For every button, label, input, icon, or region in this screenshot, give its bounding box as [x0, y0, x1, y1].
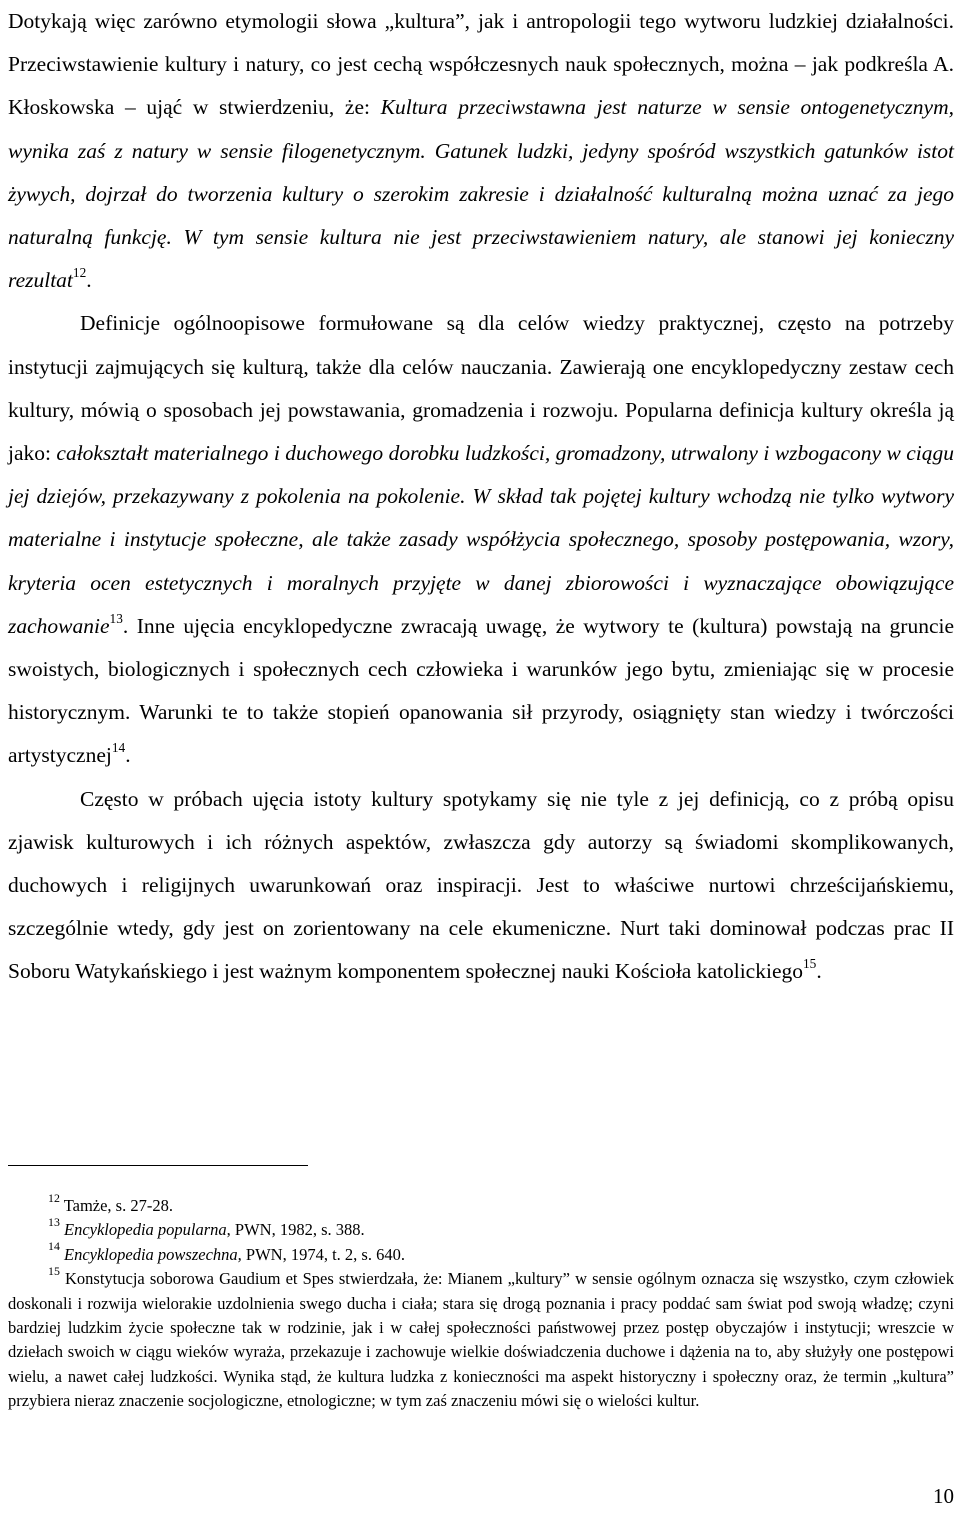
paragraph-1	[8, 0, 954, 302]
page-number: 10	[933, 1484, 954, 1508]
main-text	[8, 0, 954, 994]
footnote-14	[8, 1239, 954, 1267]
footnote-number: 12	[48, 1190, 60, 1205]
paragraph-1-text: Dotykają więc zarówno etymologii słowa „kultura”, jak i antropologii tego wytworu ludzkiej działalności. Przeciwstawienie kultury i natury, co jest cechą współczesnych nauk społecznych, można – jak podkreśla A. Kłoskowska – ująć w stwierdzeniu, że:	[8, 9, 954, 120]
paragraph-1-quote: Kultura przeciwstawna jest naturze w sensie ontogenetycznym, wynika zaś z natury w sensie filogenetycznym. Gatunek ludzki, jedyny spośród wszystkich gatunków istot żywych, dojrzał do tworzenia kultury o szerokim zakresie i działalność kulturalną można uznać za jego naturalną funkcję. W tym sensie kultura nie jest przeciwstawieniem natury, ale stanowi jej konieczny rezultat	[8, 95, 954, 293]
paragraph-3-end: .	[816, 959, 822, 984]
footnote-ref-14: 14	[111, 740, 126, 756]
footnote-text: PWN, 1974, t. 2, s. 640.	[241, 1244, 405, 1264]
footnote-text: Tamże, s. 27-28.	[63, 1196, 173, 1215]
paragraph-2-end: .	[125, 743, 131, 768]
footnote-12	[8, 1190, 954, 1218]
paragraph-3	[8, 778, 954, 994]
paragraph-3-text: Często w próbach ujęcia istoty kultury spotykamy się nie tyle z jej definicją, co z próbą opisu zjawisk kulturowych i ich różnych aspektów, zwłaszcza gdy autorzy są świadomi skomplikowanych, duchowych i religijnych uwarunkowań oraz inspiracji. Jest to właściwe nurtowi chrześcijańskiemu, szczególnie wtedy, gdy jest on zorientowany na cele ekumeniczne. Nurt taki dominował podczas prac II Soboru Watykańskiego i jest ważnym komponentem społecznej nauki Kościoła katolickiego	[8, 786, 954, 984]
footnotes	[8, 1190, 955, 1414]
footnote-text: Konstytucja soborowa Gaudium et Spes stwierdzała, że: Mianem „kultury” w sensie ogólnym oznacza się wszystko, czym człowiek doskonali i rozwija wielorakie uzdolnienia swego ducha i ciała; stara się drogą poznania i pracy poddać sam świat pod swoją władzę; czyni bardziej ludzkim życie społeczne tak w rodzinie, jak i w całej społeczności państwowej przez postęp obyczajów i instytucji; wreszcie w dziełach swoich w ciągu wieków wyraża, przekazuje i zachowuje wielkie doświadczenia duchowe i dążenia na to, aby służyły one postępowi wielu, a nawet całej ludzkości. Wynika stąd, że kultura ludzka z konieczności ma aspekt historyczny i społeczny oraz, że termin „kultura” przybiera nieraz znaczenie socjologiczne, etnologiczne; w tym zaś znaczeniu mówi się o wielości kultur.	[8, 1269, 955, 1411]
footnote-title: Encyklopedia popularna	[64, 1220, 227, 1240]
paragraph-2-text: Definicje ogólnoopisowe formułowane są dla celów wiedzy praktycznej, często na potrzeby instytucji zajmujących się kulturą, także dla celów nauczania. Zawierają one encyklopedyczny zestaw cech kultury, mówią o sposobach jej powstawania, gromadzenia i rozwoju. Popularna definicja kultury określa ją jako:	[8, 311, 954, 466]
paragraph-1-end: .	[86, 268, 92, 293]
paragraph-2-text-continued: . Inne ujęcia encyklopedyczne zwracają uwagę, że wytwory te (kultura) powstają na gruncie swoistych, biologicznych i społecznych cech człowieka i warunków jego bytu, zmieniając się w procesie historycznym. Warunki te to także stopień opanowania sił przyrody, osiągnięty stan wiedzy i twórczości artystycznej	[8, 613, 954, 768]
footnote-title: Encyklopedia powszechna,	[64, 1244, 242, 1264]
paragraph-2-quote: całokształt materialnego i duchowego dorobku ludzkości, gromadzony, utrwalony i wzbogacony w ciągu jej dziejów, przekazywany z pokolenia na pokolenie. W skład tak pojętej kultury wchodzą nie tylko wytwory materialne i instytucje społeczne, ale także zasady współżycia społecznego, sposoby postępowania, wzory, kryteria ocen estetycznych i moralnych przyjęte w danej zbiorowości i wyznaczające obowiązujące zachowanie	[8, 441, 954, 638]
footnote-number: 15	[48, 1263, 60, 1278]
footnote-text: , PWN, 1982, s. 388.	[226, 1220, 365, 1240]
footnote-number: 14	[48, 1239, 60, 1254]
footnote-separator	[8, 1165, 308, 1166]
footnote-ref-15: 15	[803, 956, 817, 972]
footnote-ref-13: 13	[109, 610, 123, 626]
footnote-ref-12: 12	[72, 265, 87, 281]
paragraph-2	[8, 302, 954, 777]
footnote-13	[8, 1214, 954, 1242]
footnote-15	[8, 1263, 955, 1413]
footnote-number: 13	[48, 1214, 60, 1229]
